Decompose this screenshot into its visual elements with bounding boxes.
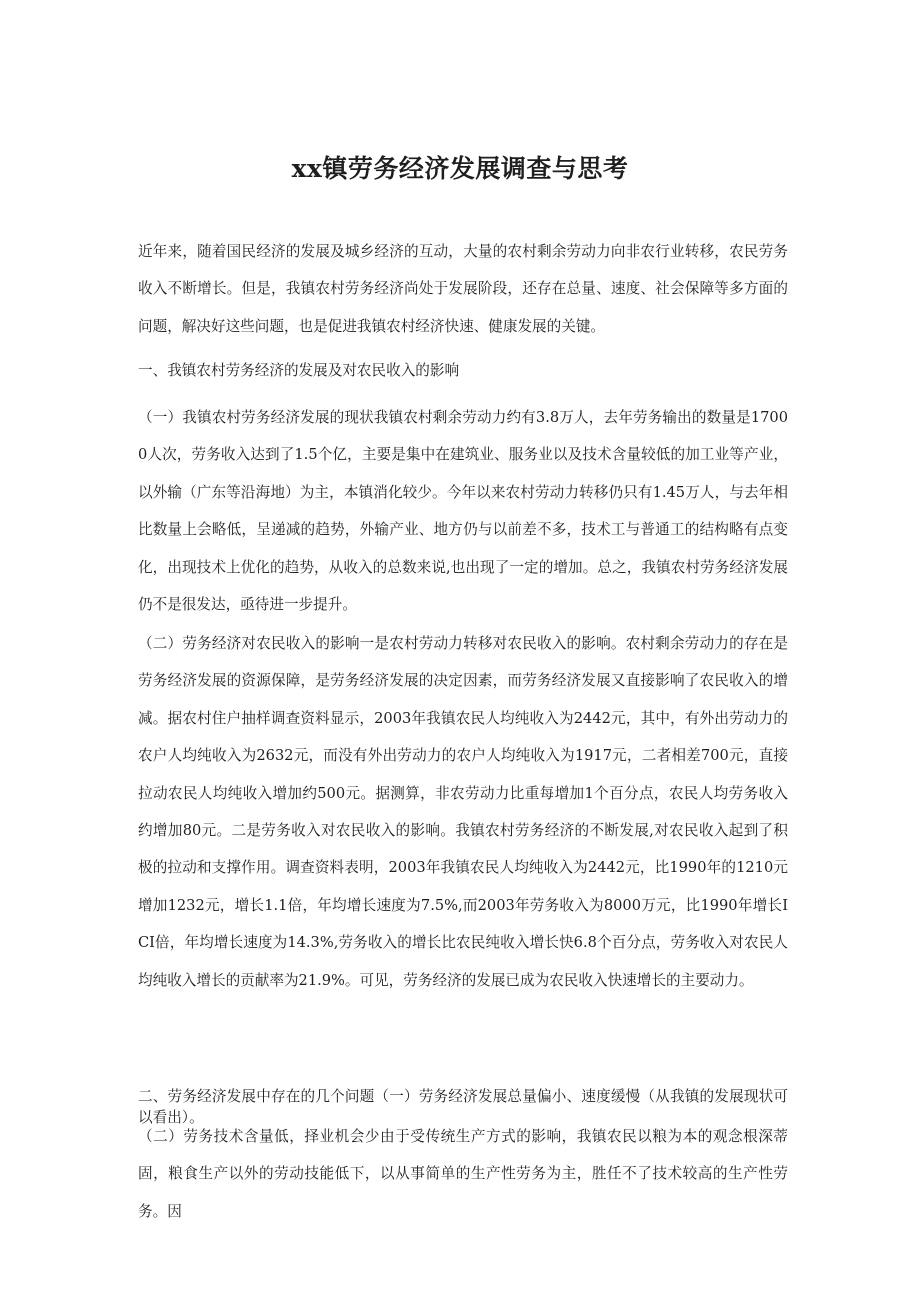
section-1-1-paragraph: （一）我镇农村劳务经济发展的现状我镇农村剩余劳动力约有3.8万人，去年劳务输出的数量是17000人次，劳务收入达到了1.5个亿，主要是集中在建筑业、服务业以及技术含量较低的加工业等产业，以外输（广东等沿海地）为主，本镇消化较少。今年以来农村劳动力转移仍只有1.45万人，与去年相比数量上会略低，呈递减的趋势，外输产业、地方仍与以前差不多，技术工与普通工的结构略有点变化，出现技术上优化的趋势，从收入的总数来说,也出现了一定的增加。总之，我镇农村劳务经济发展仍不是很发达，亟待进一步提升。 <box>138 409 788 614</box>
section-1-2-paragraph: （二）劳务经济对农民收入的影响一是农村劳动力转移对农民收入的影响。农村剩余劳动力的存在是劳务经济发展的资源保障，是劳务经济发展的决定因素，而劳务经济发展又直接影响了农民收入的增减。据农村住户抽样调查资料显示，2003年我镇农民人均纯收入为2442元，其中，有外出劳动力的农户人均纯收入为2632元，而没有外出劳动力的农户人均纯收入为1917元，二者相差700元，直接拉动农民人均纯收入增加约500元。据测算，非农劳动力比重每增加1个百分点，农民人均劳务收入约增加80元。二是劳务收入对农民收入的影响。我镇农村劳务经济的不断发展,对农民收入起到了积极的拉动和支撑作用。调查资料表明，2003年我镇农民人均纯收入为2442元，比1990年的1210元增加1232元，增长1.1倍，年均增长速度为7.5%,而2003年劳务收入为8000万元，比1990年增长ICI倍，年均增长速度为14.3%,劳务收入的增长比农民纯收入增长快6.8个百分点，劳务收入对农民人均纯收入增长的贡献率为21.9%。可见，劳务经济的发展已成为农民收入快速增长的主要动力。 <box>138 635 788 989</box>
section-heading-1: 一、我镇农村劳务经济的发展及对农民收入的影响 <box>138 362 460 379</box>
section-heading-2: 二、劳务经济发展中存在的几个问题（一）劳务经济发展总量偏小、速度缓慢（从我镇的发展现状可以看出）。 <box>138 1088 788 1126</box>
section-2-2-paragraph: （二）劳务技术含量低，择业机会少由于受传统生产方式的影响，我镇农民以粮为本的观念根深蒂固，粮食生产以外的劳动技能低下，以从事简单的生产性劳务为主，胜任不了技术较高的生产性劳务。因 <box>138 1128 788 1220</box>
intro-paragraph: 近年来，随着国民经济的发展及城乡经济的互动，大量的农村剩余劳动力向非农行业转移，农民劳务收入不断增长。但是，我镇农村劳务经济尚处于发展阶段，还存在总量、速度、社会保障等多方面的问题，解决好这些问题，也是促进我镇农村经济快速、健康发展的关键。 <box>138 243 788 335</box>
document-title: xx镇劳务经济发展调查与思考 <box>291 153 629 183</box>
